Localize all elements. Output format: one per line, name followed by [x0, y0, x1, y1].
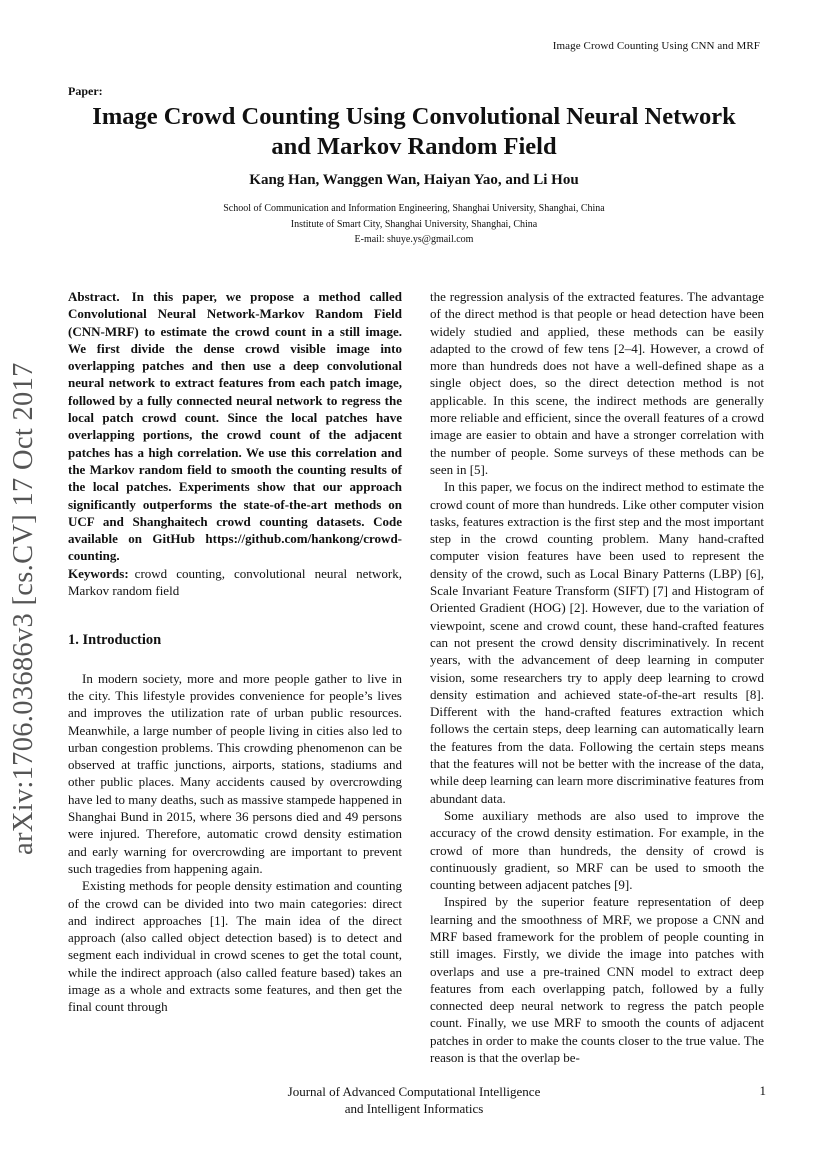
paragraph: In this paper, we focus on the indirect method to estimate the crowd count of more than hundreds. Like other computer vision tasks, features extraction is the first step and the most important step in the crowd counting problem. Many hand-crafted computer vision features have been used to represent the density of the crowd, such as Local Binary Patterns (LBP) [6], Scale Invariant Feature Transform (SIFT) [7] and Histogram of Oriented Gradient (HOG) [2]. However, due to the variation of viewpoint, scene and crowd count, these hand-crafted features can not present the crowd density discriminatively. In recent years, with the advancement of deep learning in computer vision, some researchers try to apply deep learning to crowd density estimation and achieved state-of-the-art results [8]. Different with the hand-crafted features extraction which follows the certain steps, deep learning can automatically learn the features from the data. Following the certain steps means that the features will not be better with the increase of the data, while deep learning can learn more discriminative features from abundant data.	[430, 479, 764, 806]
left-column	[68, 288, 402, 1016]
journal-footer	[68, 1083, 760, 1117]
keywords-body: crowd counting, convolutional neural network, Markov random field	[68, 565, 402, 599]
paper-label: Paper:	[68, 84, 103, 98]
keywords	[68, 565, 402, 600]
paragraph: In modern society, more and more people gather to live in the city. This lifestyle provides convenience for people’s lives and improves the utilization rate of urban public resources. Meanwhile, a large number of people living in cities also led to urban congestion problems. This crowding phenomenon can be observed at traffic junctions, airports, stations, stadiums and other public places. Many accidents caused by overcrowding have led to many deaths, such as massive stampede happened in Shanghai Bund in 2015, where 36 persons died and 49 persons were injured. Therefore, automatic crowd density estimation and early warning for overcrowding are important to prevent such tragedies from happening again.	[68, 670, 402, 876]
affiliation-2: Institute of Smart City, Shanghai University, Shanghai, China	[290, 219, 538, 230]
paper-title	[68, 102, 760, 162]
paragraph: Some auxiliary methods are also used to improve the accuracy of the crowd density estimation. For example, in the crowd of more than hundreds, the density of crowd is continuously gradient, so MRF can be used to smooth the counting between adjacent patches [9].	[430, 807, 764, 893]
title-line-2: and Markov Random Field	[271, 133, 557, 160]
email: E-mail: shuye.ys@gmail.com	[354, 234, 474, 245]
right-column	[430, 288, 764, 1066]
paragraph: the regression analysis of the extracted features. The advantage of the direct method is that people or head detection have been widely studied and applied, these methods can be easily adapted to the crowd of few tens [2–4]. However, a crowd of more than hundreds does not have a well-defined shape as a single object does, so the direct detection method is not applicable. In this scene, the indirect methods are generally more reliable and efficient, since the overall features of a crowd image are easier to obtain and have a stronger correlation with the number of people. Some surveys of these methods can be seen in [5].	[430, 289, 764, 477]
running-head: Image Crowd Counting Using CNN and MRF	[552, 40, 760, 52]
arxiv-identifier: arXiv:1706.03686v3 [cs.CV] 17 Oct 2017	[8, 362, 39, 855]
page-number: 1	[759, 1083, 766, 1098]
section-heading-introduction: 1. Introduction	[68, 632, 162, 649]
keywords-heading: Keywords:	[68, 565, 129, 581]
authors: Kang Han, Wanggen Wan, Haiyan Yao, and Li Hou	[249, 172, 579, 188]
title-line-1: Image Crowd Counting Using Convolutional Neural Network	[92, 103, 736, 130]
abstract-heading: Abstract.	[68, 289, 120, 304]
footer-line-1: Journal of Advanced Computational Intelligence	[287, 1084, 541, 1099]
abstract	[68, 288, 402, 565]
abstract-body: In this paper, we propose a method called Convolutional Neural Network-Markov Random Field (CNN-MRF) to estimate the crowd count in a still image. We first divide the dense crowd visible image into overlapping patches and then use a deep convolutional neural network to extract features from each patch image, followed by a fully connected neural network to regress the local patch crowd count. Since the local patches have overlapping portions, the crowd count of the adjacent patches has a high correlation. We use this correlation and the Markov random field to smooth the counting results of the local patches. Experiments show that our approach significantly outperforms the state-of-the-art methods on UCF and Shanghaitech crowd counting datasets. Code available on GitHub https://github.com/hankong/crowd-counting.	[68, 289, 402, 564]
paragraph: Inspired by the superior feature representation of deep learning and the smoothness of MRF, we propose a CNN and MRF based framework for the problem of people counting in still images. Firstly, we divide the image into patches with overlaps and use a pre-trained CNN model to extract deep features from each overlapping patch, followed by a fully connected deep neural network to regress the patch people count. Finally, we use MRF to smooth the counts of adjacent patches in order to make the counts closer to the true value. The reason is that the overlap be-	[430, 894, 764, 1066]
footer-line-2: and Intelligent Informatics	[344, 1101, 484, 1116]
affiliation-1: School of Communication and Information Engineering, Shanghai University, Shanghai, China	[223, 203, 605, 214]
paragraph: Existing methods for people density estimation and counting of the crowd can be divided into two main categories: direct and indirect approaches [1]. The main idea of the direct approach (also called object detection based) is to detect and segment each individual in crowd scenes to get the total count, while the indirect approach (also called feature based) takes an image as a whole and extracts some features, and then get the final count through	[68, 878, 402, 1015]
